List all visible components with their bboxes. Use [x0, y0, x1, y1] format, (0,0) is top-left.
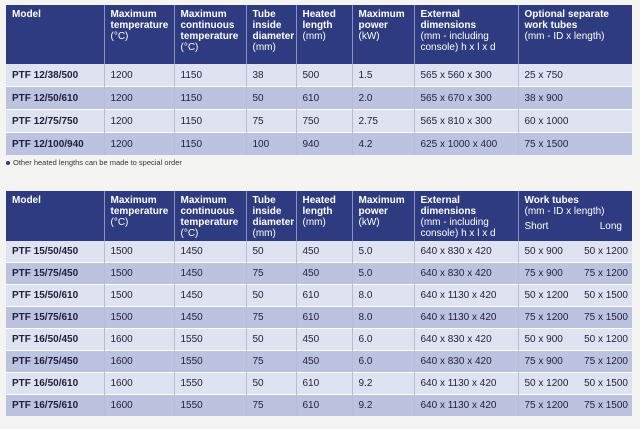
- column-header-title: Maximum continuous temperature: [180, 195, 239, 228]
- column-header-title: Heated length: [302, 9, 336, 31]
- table-cell: 1450: [174, 241, 246, 263]
- column-header-title: Tube inside diameter: [252, 9, 295, 42]
- table-cell: 1450: [174, 285, 246, 307]
- table-cell: 450: [296, 351, 352, 373]
- work-tube-pair: [525, 290, 633, 301]
- table-cell: 1200: [104, 87, 174, 110]
- table-cell: [518, 373, 632, 395]
- work-tube-short: 75 x 900: [524, 268, 563, 279]
- model-cell: PTF 16/50/450: [6, 329, 104, 351]
- table-cell: 5.0: [352, 241, 414, 263]
- column-header: [246, 5, 296, 64]
- table-row: [6, 351, 632, 373]
- work-tube-short: 50 x 1200: [524, 378, 569, 389]
- table-cell: 75: [246, 307, 296, 329]
- column-header-unit: (mm - including console) h x l x d: [420, 31, 496, 53]
- column-header-title: Maximum power: [358, 9, 405, 31]
- table-row: [6, 263, 632, 285]
- column-header-title: Model: [12, 195, 41, 206]
- column-header: [296, 5, 352, 64]
- column-header: [414, 191, 518, 241]
- table-cell: [518, 329, 632, 351]
- table-cell: 1600: [104, 373, 174, 395]
- column-header: [352, 191, 414, 241]
- table-cell: 75: [246, 110, 296, 133]
- column-header: [518, 5, 632, 64]
- table-cell: [518, 241, 632, 263]
- column-header-title: Model: [12, 9, 41, 20]
- table-header-row: [6, 191, 632, 241]
- table-cell: 750: [296, 110, 352, 133]
- column-header: [352, 5, 414, 64]
- table-cell: 5.0: [352, 263, 414, 285]
- column-header-unit: (kW): [358, 217, 380, 228]
- work-tube-long: 50 x 1500: [584, 290, 628, 301]
- model-cell: PTF 16/75/610: [6, 395, 104, 417]
- subheader-short: Short: [524, 221, 549, 232]
- table-cell: 75: [246, 263, 296, 285]
- table-cell: 4.2: [352, 133, 414, 156]
- column-header-unit: (mm - ID x length): [524, 206, 605, 217]
- column-header-title: Maximum continuous temperature: [180, 9, 239, 42]
- work-tube-long: 50 x 1500: [584, 378, 628, 389]
- table-cell: 60 x 1000: [518, 110, 632, 133]
- work-tube-short: 75 x 1200: [524, 312, 569, 323]
- table-cell: [518, 351, 632, 373]
- table-row: [6, 241, 632, 263]
- table-cell: 38: [246, 64, 296, 87]
- table-cell: 75: [246, 351, 296, 373]
- table-cell: 2.0: [352, 87, 414, 110]
- table-cell: 610: [296, 87, 352, 110]
- bullet-icon: [6, 161, 10, 165]
- table-cell: 1450: [174, 263, 246, 285]
- column-header-title: Tube inside diameter: [252, 195, 295, 228]
- subheader-long: Long: [599, 221, 622, 232]
- column-header-title: Heated length: [302, 195, 336, 217]
- table-cell: 640 x 830 x 420: [414, 329, 518, 351]
- table-cell: 450: [296, 241, 352, 263]
- table-cell: 610: [296, 285, 352, 307]
- table-cell: 6.0: [352, 351, 414, 373]
- column-header: [246, 191, 296, 241]
- table-cell: 1500: [104, 241, 174, 263]
- table-cell: [518, 285, 632, 307]
- table-cell: 565 x 670 x 300: [414, 87, 518, 110]
- work-tube-pair: [525, 334, 633, 345]
- work-tube-long: 75 x 1200: [584, 356, 628, 367]
- table-cell: [518, 395, 632, 417]
- table-cell: 1550: [174, 395, 246, 417]
- model-cell: PTF 12/50/610: [6, 87, 104, 110]
- model-cell: PTF 12/38/500: [6, 64, 104, 87]
- column-header: [174, 191, 246, 241]
- work-tube-long: 75 x 1200: [584, 268, 628, 279]
- table-cell: 640 x 1130 x 420: [414, 373, 518, 395]
- table-row: [6, 373, 632, 395]
- table-cell: 450: [296, 263, 352, 285]
- table-cell: 610: [296, 307, 352, 329]
- table-cell: 450: [296, 329, 352, 351]
- table-cell: 9.2: [352, 395, 414, 417]
- table-cell: 565 x 810 x 300: [414, 110, 518, 133]
- work-tube-long: 50 x 1200: [584, 334, 628, 345]
- table-cell: 1600: [104, 329, 174, 351]
- column-header-unit: (°C): [180, 228, 199, 239]
- table-cell: 1150: [174, 87, 246, 110]
- table-cell: 1500: [104, 263, 174, 285]
- work-tube-short: 75 x 1200: [524, 400, 569, 411]
- work-tube-pair: [525, 378, 633, 389]
- column-header: [174, 5, 246, 64]
- table-cell: 1150: [174, 110, 246, 133]
- table-cell: 75 x 1500: [518, 133, 632, 156]
- model-cell: PTF 15/75/450: [6, 263, 104, 285]
- model-cell: PTF 15/75/610: [6, 307, 104, 329]
- table-cell: 640 x 830 x 420: [414, 351, 518, 373]
- column-header: [296, 191, 352, 241]
- table-row: [6, 133, 632, 156]
- table-cell: 1150: [174, 133, 246, 156]
- column-header: [414, 5, 518, 64]
- column-header-unit: (°C): [180, 42, 199, 53]
- table-cell: 50: [246, 285, 296, 307]
- table-row: [6, 307, 632, 329]
- table-cell: 1600: [104, 395, 174, 417]
- work-tube-long: 75 x 1500: [584, 312, 628, 323]
- table-cell: 500: [296, 64, 352, 87]
- table-row: [6, 64, 632, 87]
- column-header-unit: (mm - ID x length): [524, 31, 605, 42]
- model-cell: PTF 12/75/750: [6, 110, 104, 133]
- table-cell: 565 x 560 x 300: [414, 64, 518, 87]
- footnote: [6, 158, 182, 167]
- table-cell: 1150: [174, 64, 246, 87]
- table-cell: 2.75: [352, 110, 414, 133]
- column-header: [6, 191, 104, 241]
- column-header: [518, 191, 632, 241]
- table-cell: 6.0: [352, 329, 414, 351]
- table-cell: 50: [246, 87, 296, 110]
- work-tube-pair: [525, 312, 633, 323]
- table-row: [6, 87, 632, 110]
- table-cell: 8.0: [352, 307, 414, 329]
- column-header-unit: (mm): [252, 228, 276, 239]
- table-cell: 1450: [174, 307, 246, 329]
- table-row: [6, 395, 632, 417]
- table-cell: 640 x 830 x 420: [414, 263, 518, 285]
- model-cell: PTF 16/50/610: [6, 373, 104, 395]
- table-cell: 640 x 1130 x 420: [414, 395, 518, 417]
- column-header-unit: (mm): [302, 217, 326, 228]
- table-cell: 1200: [104, 133, 174, 156]
- table-cell: 1550: [174, 329, 246, 351]
- table-cell: 50: [246, 373, 296, 395]
- work-tube-short: 75 x 900: [524, 356, 563, 367]
- column-header: [6, 5, 104, 64]
- table-cell: 625 x 1000 x 400: [414, 133, 518, 156]
- work-tube-short: 50 x 1200: [524, 290, 569, 301]
- table-cell: 1200: [104, 110, 174, 133]
- table-cell: 1.5: [352, 64, 414, 87]
- table-cell: 50: [246, 329, 296, 351]
- table-cell: 640 x 830 x 420: [414, 241, 518, 263]
- column-header-title: Optional separate work tubes: [524, 9, 609, 31]
- table-cell: 1600: [104, 351, 174, 373]
- work-tube-pair: [525, 356, 633, 367]
- column-header-title: Maximum power: [358, 195, 405, 217]
- column-header-title: Maximum temperature: [110, 9, 169, 31]
- column-header-title: Maximum temperature: [110, 195, 169, 217]
- table-row: [6, 110, 632, 133]
- table-cell: 640 x 1130 x 420: [414, 285, 518, 307]
- work-tube-short: 50 x 900: [524, 334, 563, 345]
- furnace-spec-table-1200: [6, 5, 632, 155]
- column-header-unit: (°C): [110, 217, 129, 228]
- column-header-unit: (mm): [252, 42, 276, 53]
- table-cell: 1550: [174, 351, 246, 373]
- table-cell: 610: [296, 395, 352, 417]
- model-cell: PTF 15/50/450: [6, 241, 104, 263]
- table-cell: [518, 263, 632, 285]
- table-cell: 38 x 900: [518, 87, 632, 110]
- work-tube-pair: [525, 400, 633, 411]
- table-cell: 1550: [174, 373, 246, 395]
- table-cell: [518, 307, 632, 329]
- column-header: [104, 5, 174, 64]
- furnace-spec-table-1500-1600: [6, 191, 632, 416]
- table-cell: 50: [246, 241, 296, 263]
- table-cell: 1200: [104, 64, 174, 87]
- table-row: [6, 329, 632, 351]
- model-cell: PTF 12/100/940: [6, 133, 104, 156]
- table-header-row: [6, 5, 632, 64]
- table-cell: 8.0: [352, 285, 414, 307]
- model-cell: PTF 15/50/610: [6, 285, 104, 307]
- table-cell: 75: [246, 395, 296, 417]
- work-tube-long: 50 x 1200: [584, 246, 628, 257]
- column-header-unit: (kW): [358, 31, 380, 42]
- footnote-text: Other heated lengths can be made to special order: [13, 158, 182, 167]
- table-cell: 610: [296, 373, 352, 395]
- column-header-unit: (°C): [110, 31, 129, 42]
- table-row: [6, 285, 632, 307]
- column-header-title: Work tubes: [524, 195, 579, 206]
- column-header: [104, 191, 174, 241]
- work-tube-pair: [525, 246, 633, 257]
- column-header-title: External dimensions: [420, 195, 477, 217]
- table-cell: 100: [246, 133, 296, 156]
- model-cell: PTF 16/75/450: [6, 351, 104, 373]
- table-cell: 25 x 750: [518, 64, 632, 87]
- column-header-title: External dimensions: [420, 9, 477, 31]
- column-header-unit: (mm - including console) h x l x d: [420, 217, 496, 239]
- table-cell: 640 x 1130 x 420: [414, 307, 518, 329]
- table-cell: 1500: [104, 307, 174, 329]
- work-tube-short: 50 x 900: [524, 246, 563, 257]
- table-cell: 1500: [104, 285, 174, 307]
- column-header-unit: (mm): [302, 31, 326, 42]
- table-cell: 9.2: [352, 373, 414, 395]
- table-cell: 940: [296, 133, 352, 156]
- work-tube-long: 75 x 1500: [584, 400, 628, 411]
- work-tube-subheaders: [525, 221, 633, 232]
- work-tube-pair: [525, 268, 633, 279]
